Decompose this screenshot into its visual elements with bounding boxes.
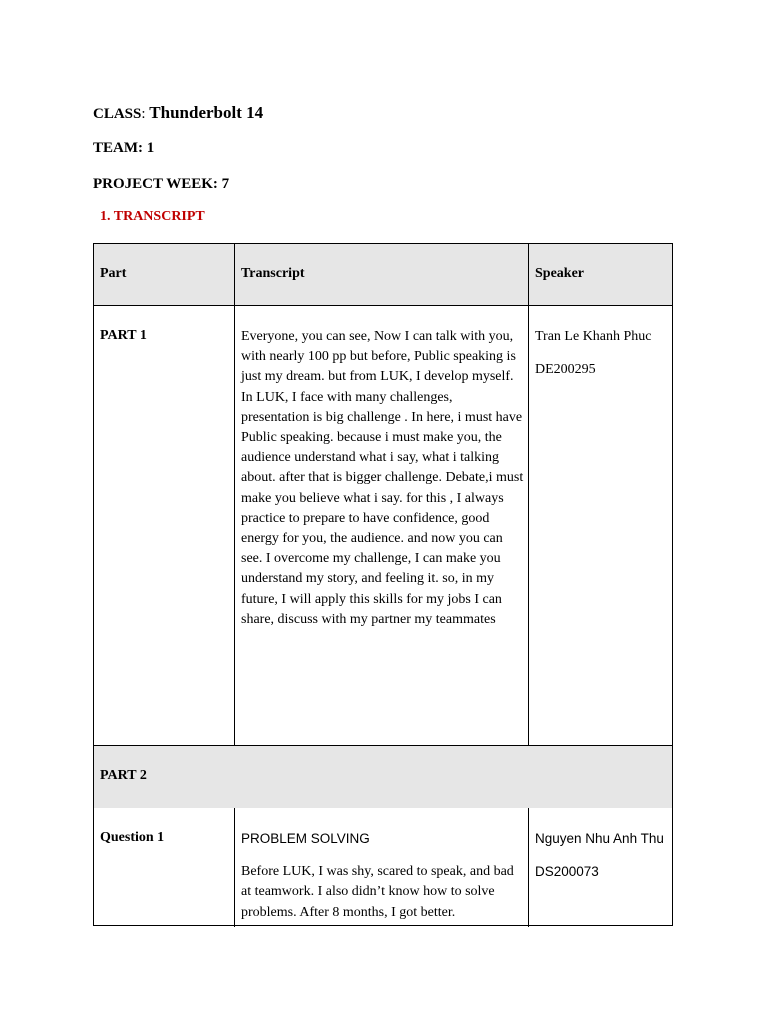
- transcript-cell: [234, 306, 528, 745]
- speaker-name: Nguyen Nhu Anh Thu: [535, 831, 664, 846]
- speaker-cell: [528, 808, 671, 927]
- project-week-value: 7: [221, 176, 230, 192]
- part-cell: [94, 306, 234, 745]
- column-header-speaker: Speaker: [535, 266, 584, 281]
- team-line: [93, 140, 154, 157]
- table-header-row: [94, 244, 672, 306]
- column-header-transcript: Transcript: [241, 266, 305, 281]
- class-value: Thunderbolt 14: [149, 103, 264, 122]
- question-topic: PROBLEM SOLVING: [241, 831, 370, 846]
- header-cell-part: [94, 244, 234, 305]
- section-row-cell: [94, 746, 672, 808]
- speaker-cell: [528, 306, 671, 745]
- column-header-part: Part: [100, 266, 127, 281]
- class-line: CLASS: Thunderbolt 14: [93, 103, 264, 122]
- section-heading: [100, 209, 205, 225]
- question-label: Question 1: [100, 830, 165, 845]
- part-label: PART 1: [100, 328, 147, 343]
- table-section-row: [94, 746, 672, 808]
- table-row: [94, 808, 672, 927]
- section-row-label: PART 2: [100, 768, 147, 783]
- team-label: TEAM:: [93, 140, 143, 156]
- team-value: 1: [146, 140, 155, 156]
- class-label: CLASS: [93, 106, 142, 122]
- header-cell-transcript: [234, 244, 528, 305]
- transcript-text: Everyone, you can see, Now I can talk with you, with nearly 100 pp but before, Public speaking is just my dream. but from LUK, I develop myself. In LUK, I face with many challenges, presentation is big challenge . In here, i must have Public speaking. because i must make you, the audience understand what i say, what i talking about. after that is bigger challenge. Debate,i must make you believe what i say. for this , I always practice to prepare to have confidence, good energy for you, the audience. and now you can see. I overcome my challenge, I can make you understand my story, and feeling it. so, in my future, I will apply this skills for my jobs I can share, discuss with my partner my teammates: [241, 329, 524, 627]
- table-row: [94, 306, 672, 746]
- section-number: 1.: [100, 209, 111, 224]
- part-cell: [94, 808, 234, 927]
- transcript-table: [93, 243, 673, 926]
- project-week-line: [93, 176, 229, 193]
- speaker-id: DE200295: [535, 362, 596, 378]
- transcript-cell: [234, 808, 528, 927]
- speaker-name: Tran Le Khanh Phuc: [535, 329, 652, 344]
- project-week-label: PROJECT WEEK:: [93, 176, 218, 192]
- speaker-id: DS200073: [535, 864, 599, 880]
- section-title: TRANSCRIPT: [113, 209, 205, 224]
- transcript-text: Before LUK, I was shy, scared to speak, and bad at teamwork. I also didn’t know how to solve problems. After 8 months, I got better.: [241, 864, 514, 920]
- header-cell-speaker: [528, 244, 671, 305]
